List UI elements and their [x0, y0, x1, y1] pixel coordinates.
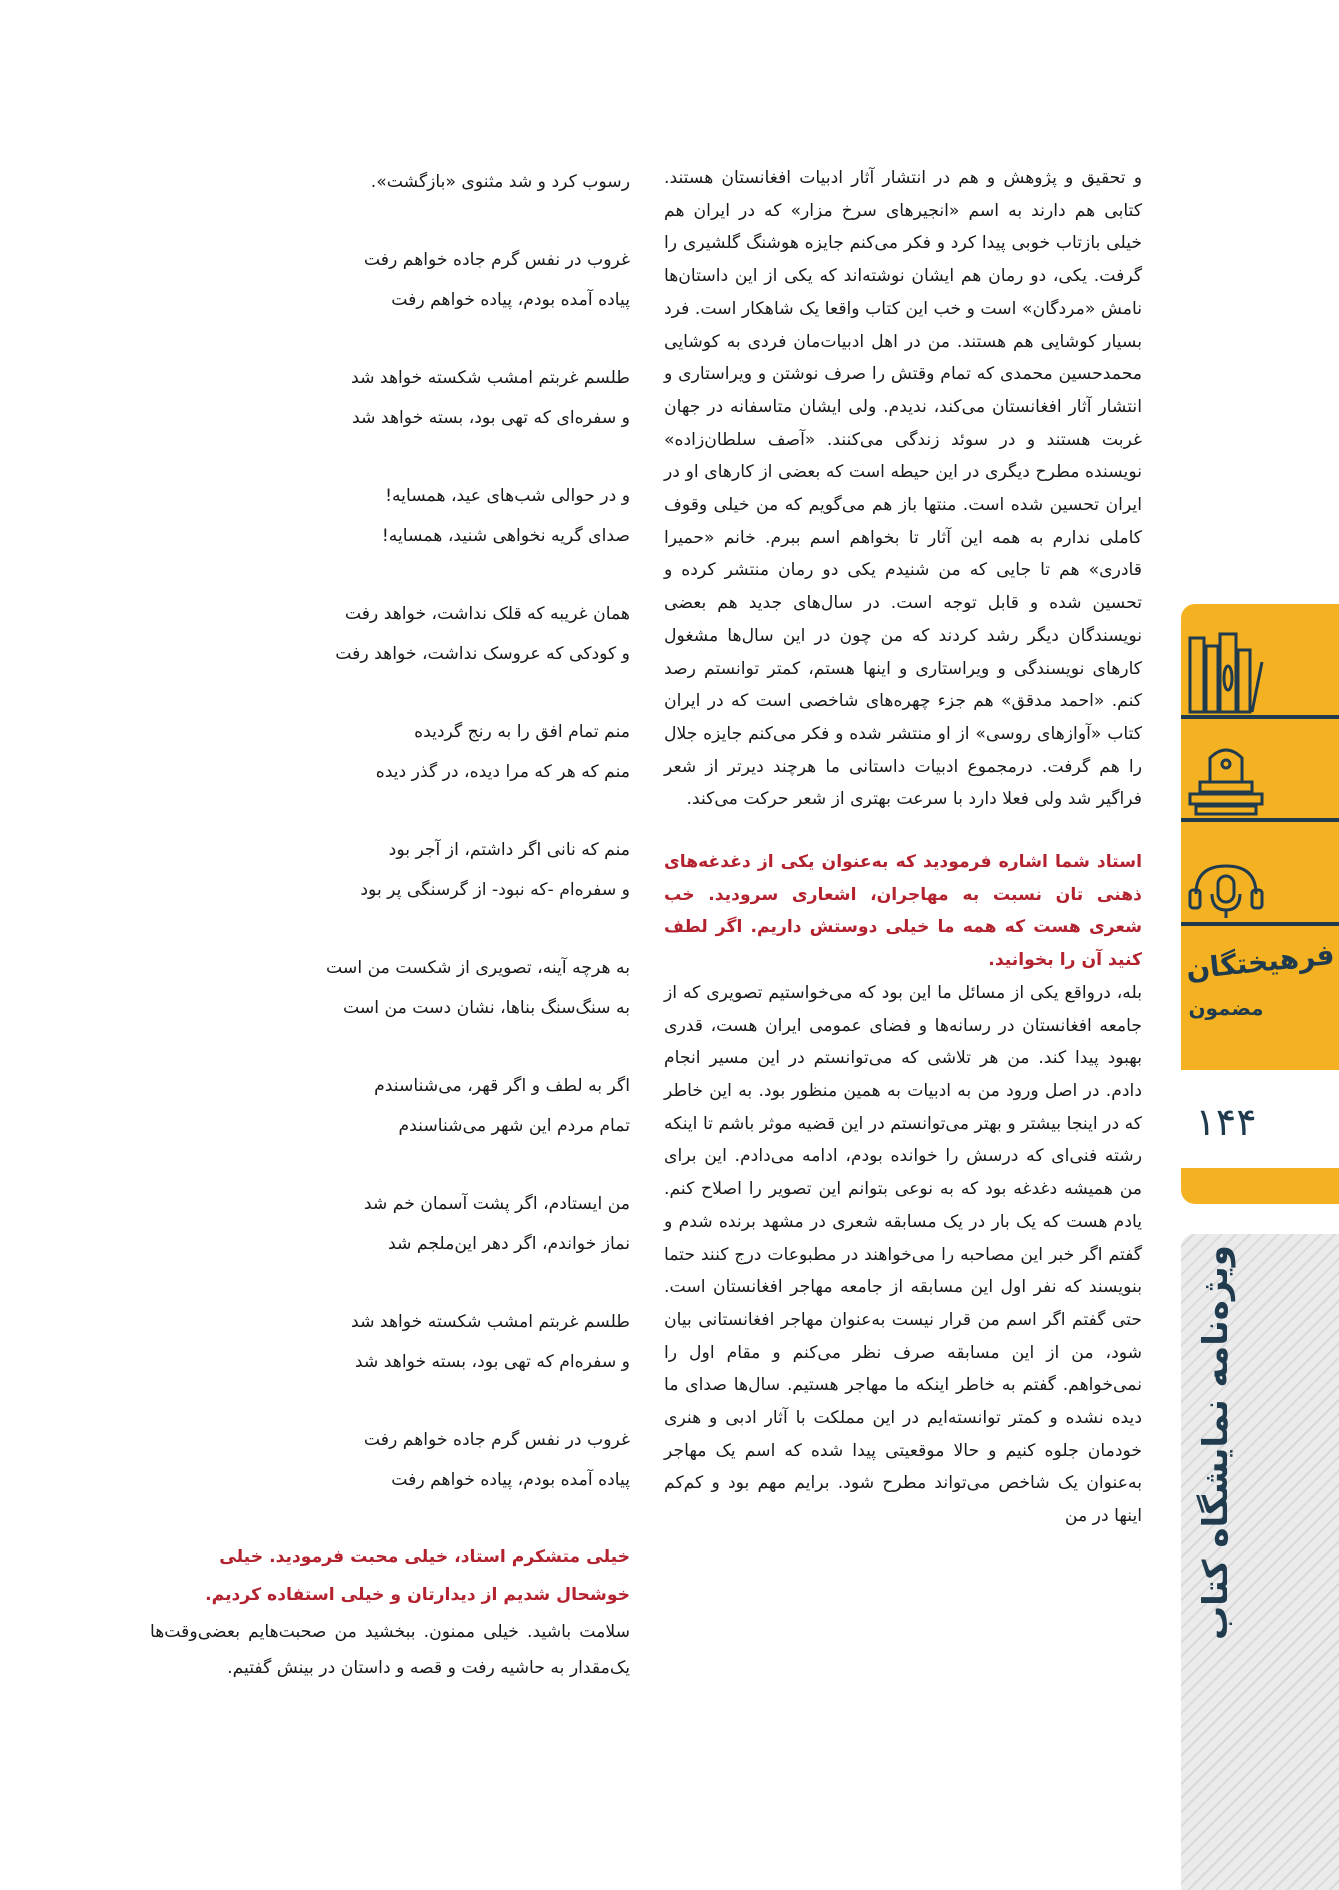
poem-line: تمام مردم این شهر می‌شناسندم [398, 1116, 630, 1136]
poem-line: صدای گریه نخواهی شنید، همسایه! [381, 526, 630, 546]
text-line: دادم. در اصل ورود من به ادبیات به همین منظور بود. به این خاطر [664, 1080, 1142, 1101]
vertical-title: ویژه‌نامه نمایشگاه کتاب [1196, 1245, 1236, 1640]
page-number: ۱۴۴ [1195, 1100, 1257, 1144]
text-line: که در اینجا بیشتر و بهتر می‌توانستم در این قضیه موثر باشم تا اینکه [664, 1113, 1142, 1134]
lamp-icon [1186, 742, 1266, 818]
interview-question [664, 846, 1142, 977]
poem-stanza [150, 1302, 630, 1382]
text-line: یک شاخص می‌تواند مطرح شود. برایم مهم بود و کم‌کم اینها در من [664, 1473, 1142, 1527]
poem-line: و در حوالی شب‌های عید، همسایه! [385, 486, 630, 506]
text-line: از دیدارتان و خیلی استفاده کردیم. [205, 1585, 498, 1605]
text-line: اگر خبر این مصاحبه را می‌خواهند در مطبوعات درج کنند حتما [664, 1244, 1103, 1265]
left-column [150, 162, 630, 1686]
text-line: شود، من از این مسابقه صرف نظر می‌کنم و مقام اول را نمی‌خواهم. [664, 1342, 1142, 1396]
bookshelf-icon [1186, 632, 1266, 714]
poem-line: اگر به لطف و اگر قهر، می‌شناسندم [374, 1076, 630, 1096]
poem-stanza [150, 240, 630, 320]
text-line: یکی، دو رمان هم ایشان نوشته‌اند که یکی از این داستان‌ها نامش [664, 266, 1143, 319]
poem-line: به سنگ‌سنگ بناها، نشان دست من است [342, 998, 630, 1018]
poem-line: و سفره‌ای که تهی بود، بسته خواهد شد [352, 408, 630, 428]
text-line: ویراستاری و اینها هستم، کمتر توانستم رصد کنم. «احمد مدقق» هم [664, 658, 1142, 712]
poem [150, 240, 630, 1500]
poem-stanza [150, 1184, 630, 1264]
poem-stanza [150, 358, 630, 438]
text-line: و کمتر توانسته‌ایم در این مملکت با آثار ادبی و هنری خودمان [664, 1408, 1143, 1461]
poem-line: و سفره‌ام -که نبود- از گرسنگی پر بود [360, 880, 630, 900]
text-line: از او منتشر شده و فکر می‌کنم جایزه جلال را هم گرفت. درمجموع [664, 723, 1142, 777]
poem-line: به هرچه آینه، تصویری از شکست من است [326, 958, 630, 978]
text-line: استاد شما اشاره فرمودید که به‌عنوان یکی از دغدغه‌های ذهنی تان [664, 852, 1143, 905]
text-line: کتابی هم دارند به اسم «انجیرهای سرخ مزار» که در ایران هم خیلی [664, 200, 1143, 254]
poem-stanza [150, 948, 630, 1028]
text-line: بسیار کوشایی هم هستند. من در اهل ادبیات‌مان فردی به کوشایی [664, 331, 1142, 352]
poem-line: طلسم غربتم امشب شکسته خواهد شد [351, 1312, 630, 1332]
text-line: جامعه افغانستان در رسانه‌ها و فضای عمومی ایران هست، قدری [664, 1015, 1142, 1036]
paragraph-answer [664, 977, 1142, 1533]
brand-sub: مضمون [1188, 996, 1264, 1020]
poem-line: پیاده آمده بودم، پیاده خواهم رفت [391, 290, 630, 310]
text-line: و انتشار آثار افغانستان می‌کند، ندیدم. ولی ایشان متاسفانه در جهان [664, 364, 1142, 417]
text-line: بازتاب خوبی پیدا کرد و فکر می‌کنم جایزه هوشنگ گلشیری را گرفت. [664, 233, 1143, 287]
text-line: محمدحسین محمدی که تمام وقتش را صرف نوشتن و ویراستاری [672, 364, 1142, 385]
poem-line: همان غریبه که قلک نداشت، خواهد رفت [344, 604, 630, 624]
text-line: نسبت به مهاجران، اشعاری سرودید. خب شعری هست که همه ما [664, 884, 1142, 938]
text-line: جلوه کنیم و حالا موقعیتی پیدا شده که اسم یک مهاجر به‌عنوان [664, 1440, 1142, 1494]
poem-stanza [150, 712, 630, 792]
text-line: ادبیات داستانی ما هرچند دیرتر از شعر فراگیر شد ولی فعلا دارد با [664, 756, 1142, 810]
shelf-line [1181, 922, 1339, 926]
shelf-line [1181, 715, 1339, 719]
text-line: رشته فنی‌ای که درسش را خوانده بودم، ادامه می‌دادم. این برای من [664, 1146, 1142, 1200]
text-line: در ایران تحسین شده است. منتها باز هم می‌گویم که من خیلی وقوف [664, 462, 1142, 516]
poem-line: پیاده آمده بودم، پیاده خواهم رفت [391, 1470, 630, 1490]
text-line: بله، درواقع یکی از مسائل ما این بود که می‌خواستیم تصویری که از [664, 982, 1142, 1003]
text-line: بینش گفتیم. [227, 1658, 314, 1678]
poem-line: منم که هر که مرا دیده، در گذر دیده [375, 762, 630, 782]
poem-stanza [150, 1420, 630, 1500]
poem-stanza [150, 830, 630, 910]
poem-stanza [150, 1066, 630, 1146]
poem-stanza [150, 594, 630, 674]
text-line: خیلی متشکرم استاد، خیلی محبت فرمودید. خیلی خوشحال شدیم [219, 1547, 630, 1605]
poem-line: غروب در نفس گرم جاده خواهم رفت [363, 250, 630, 270]
right-column [664, 162, 1142, 1533]
text-line: و تحقیق و پژوهش و هم در انتشار آثار ادبیات افغانستان هستند. [664, 168, 1142, 188]
text-line: خیلی دوستش داریم. اگر لطف کنید آن را بخوانید. [664, 917, 1142, 971]
brand-name: فرهیختگان [1184, 937, 1336, 987]
poem-line: من ایستادم، اگر پشت آسمان خم شد [363, 1194, 630, 1214]
text-line: غربت هستند و در سوئد زندگی می‌کنند. «آصف سلطان‌زاده» [664, 429, 1142, 450]
text-line: جزء چهره‌های شاخصی است که در ایران کتاب «آوازهای روسی» [664, 691, 1142, 744]
text-line: بهبود پیدا کند. من هر تلاشی که می‌توانستم در این مسیر انجام [664, 1048, 1142, 1069]
poem-line: طلسم غربتم امشب شکسته خواهد شد [351, 368, 630, 388]
paragraph-intro [664, 162, 1142, 816]
text-line: نویسنده مطرح دیگری در این حیطه است که بعضی از کارهای او [679, 462, 1142, 483]
text-line: و قابل توجه است. در سال‌های جدید هم بعضی نویسندگان دیگر [664, 593, 1142, 646]
closing-answer [150, 1614, 630, 1686]
poem-line: و کودکی که عروسک نداشت، خواهد رفت [335, 644, 630, 664]
intro-line: رسوب کرد و شد مثنوی «بازگشت». [370, 172, 630, 192]
poem-line: نماز خواندم، اگر دهر این‌ملجم شد [388, 1234, 630, 1254]
shelf-line [1181, 818, 1339, 822]
text-line: هم تا جایی که من شنیدم یکی دو رمان منتشر کرده و تحسین شده [664, 560, 1142, 614]
text-line: کاملی ندارم به همه این آثار تا بخواهم اسم ببرم. خانم «حمیرا قادری» [664, 527, 1142, 581]
text-line: «مردگان» است و خب این کتاب واقعا یک شاهکار است. فرد [664, 298, 1096, 319]
text-line: همیشه دغدغه بود که به نوعی بتوانم این تصویر را اصلاح کنم. یادم [664, 1179, 1143, 1232]
microphone-icon [1186, 860, 1266, 922]
brand-logo [1184, 937, 1336, 1048]
poem-line: منم که نانی اگر داشتم، از آجر بود [388, 840, 630, 860]
text-line: بنویسند که نفر اول این مسابقه از جامعه مهاجر افغانستان است. [664, 1277, 1142, 1298]
poem-line: غروب در نفس گرم جاده خواهم رفت [363, 1430, 630, 1450]
text-line: حتی گفتم اگر اسم من قرار نیست به‌عنوان مهاجر افغانستانی بیان [664, 1309, 1142, 1330]
poem-line: و سفره‌ام که تهی بود، بسته خواهد شد [354, 1352, 630, 1372]
text-line: هست که یک بار در یک مسابقه شعری در مشهد برنده شدم و گفتم [664, 1211, 1143, 1265]
text-line: رشد کردند که من چون در این سال‌ها مشغول کارهای نویسندگی و [664, 625, 1142, 679]
text-line: گفتم به خاطر اینکه ما مهاجر هستیم. سال‌ها صدای ما دیده نشده [664, 1375, 1142, 1429]
poem-intro [150, 162, 630, 202]
poem-line: منم تمام افق را به رنج گردیده [414, 722, 630, 742]
text-line: سرعت بهتری از شعر حرکت می‌کند. [686, 789, 948, 810]
closing-question [150, 1538, 630, 1614]
text-line: سلامت باشید. خیلی ممنون. ببخشید من صحبت‌هایم [240, 1622, 630, 1642]
poem-stanza [150, 476, 630, 556]
text-line: بعضی‌وقت‌ها یک‌مقدار به حاشیه رفت و قصه و داستان در [150, 1622, 630, 1678]
